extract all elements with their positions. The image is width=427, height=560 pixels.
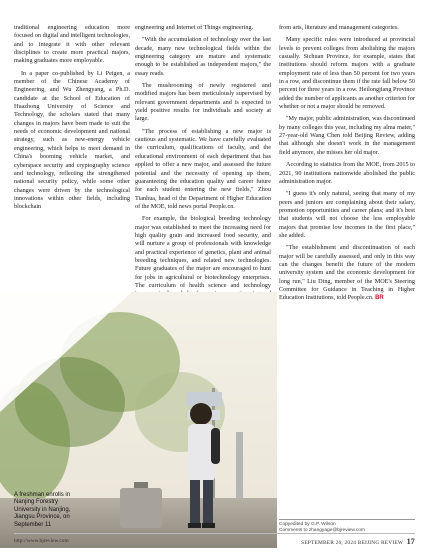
paragraph: engineering and Internet of Things engineering. (135, 24, 254, 31)
paragraph: traditional engineering education more focused on digital and intelligent technologies, and to integrate it with other relevant disciplines to create more practical majors, making graduates more employable. (14, 24, 130, 65)
paragraph: The mushrooming of newly registered and modified majors has been meticulously supervised by relevant government departments and is expected to yield positive results for individuals and society at large. (135, 82, 271, 123)
paragraph: from arts, literature and management categories. (279, 24, 399, 31)
paragraph: For example, the biological breeding technology major was established to meet the increasing need for high quality grain and increased food security, and will nurture a group of professionals with knowledge and practical experience of genetics, plant and animal breeding techniques, and related new technologies. Future graduates of the major are encouraged to hunt for jobs in agricultural or biotechnology enterprises. The curriculum of health science and technology (135, 215, 271, 289)
end-mark: BR (375, 295, 384, 302)
photo-caption: A freshman enrolls in Nanjing Forestry University in Nanjing, Jiangsu Province, on September 11 (14, 492, 71, 528)
issue-date: SEPTEMBER 26, 2024 BEIJING REVIEW (301, 540, 404, 546)
paragraph: In a paper co-published by Li Peigen, a member of the Chinese Academy of Engineering, and Wu Zhengyang, a Ph.D. candidate at the School of Education of Huazhong University of Science and Technology, the scholars stated that many changes in majors have been made to suit the needs of economic development and national strategy, such as new-energy vehicle engineering, which helps to meet demand in China's booming vehicle market, and cyberspace security and cryptography science and technology, reflecting the strengthened national security policy, while some other changes were driven by the technological innovations within other fields, including blockchain (14, 69, 130, 211)
paragraph: "The process of establishing a new major is cautious and systematic. We have carefully evaluated the curriculum, qualifications of faculty, and the educational environment of each department that has applied to offer a new major, and assessed the future potential and the necessity of opening up them, guaranteeing the education quality and career future for each student entering the new fields," Zhou Tianhua, head of the Department of Higher Education of the MOE, told news portal People.cn. (135, 127, 271, 210)
copyedit-credit: Copyedited by G.P. Wilson (279, 522, 336, 527)
paragraph: Many specific rules were introduced at provincial levels to prevent colleges from abolishing the majors casually. Sichuan Province, for example, states that institutions should reform majors with a graduate employment rate of less than 50 percent for two years in a row, and discontinue them if the rate fall below 50 percent for three years in a row. Heilongjiang Province added the number of applicants as another criterion for whether or not a major should be removed. (279, 36, 415, 111)
paragraph: According to statistics from the MOE, from 2015 to 2021, 90 institutions nationwide abolished the public administration major. (279, 161, 415, 185)
paragraph: "My major, public administration, was discontinued by many colleges this year, including my alma mater," 27-year-old Wang Chen told Beijing Review, adding that although she doesn't work in the management field anymore, she misses her old major. (279, 115, 415, 156)
paragraph: "With the accumulation of technology over the last decade, many new technological fields within the engineering category are mature and systematic enough to be established as independent majors," the essay reads. (135, 36, 271, 77)
page-number: 17 (406, 537, 415, 546)
article-column-3 (279, 24, 415, 307)
article-column-1 (14, 24, 130, 216)
copyright-note (279, 519, 415, 534)
footer-issue (301, 537, 415, 546)
paragraph-text: "The establishment and discontinuation of each major will be carefully assessed, and only in this way can the changes benefit the future of the modern university system and the economic development for long run," Liu Ding, member of the MOE's Steering Committee for Guidance in Teaching in Higher Education Institutions, told People.cn. (279, 244, 415, 302)
footer-url: http://www.bjreview.com (14, 538, 69, 544)
paragraph: "I guess it's only natural, seeing that many of my peers and juniors are complaining about their salary, promotion opportunities and career plans; and it's best that students will not choose the less employable majors that promise low incomes in the first place," she added. (279, 190, 415, 239)
footer-divider (14, 533, 415, 534)
paragraph (279, 244, 415, 302)
comments-contact: Comments to zhangyage@bjreview.com (279, 528, 365, 533)
